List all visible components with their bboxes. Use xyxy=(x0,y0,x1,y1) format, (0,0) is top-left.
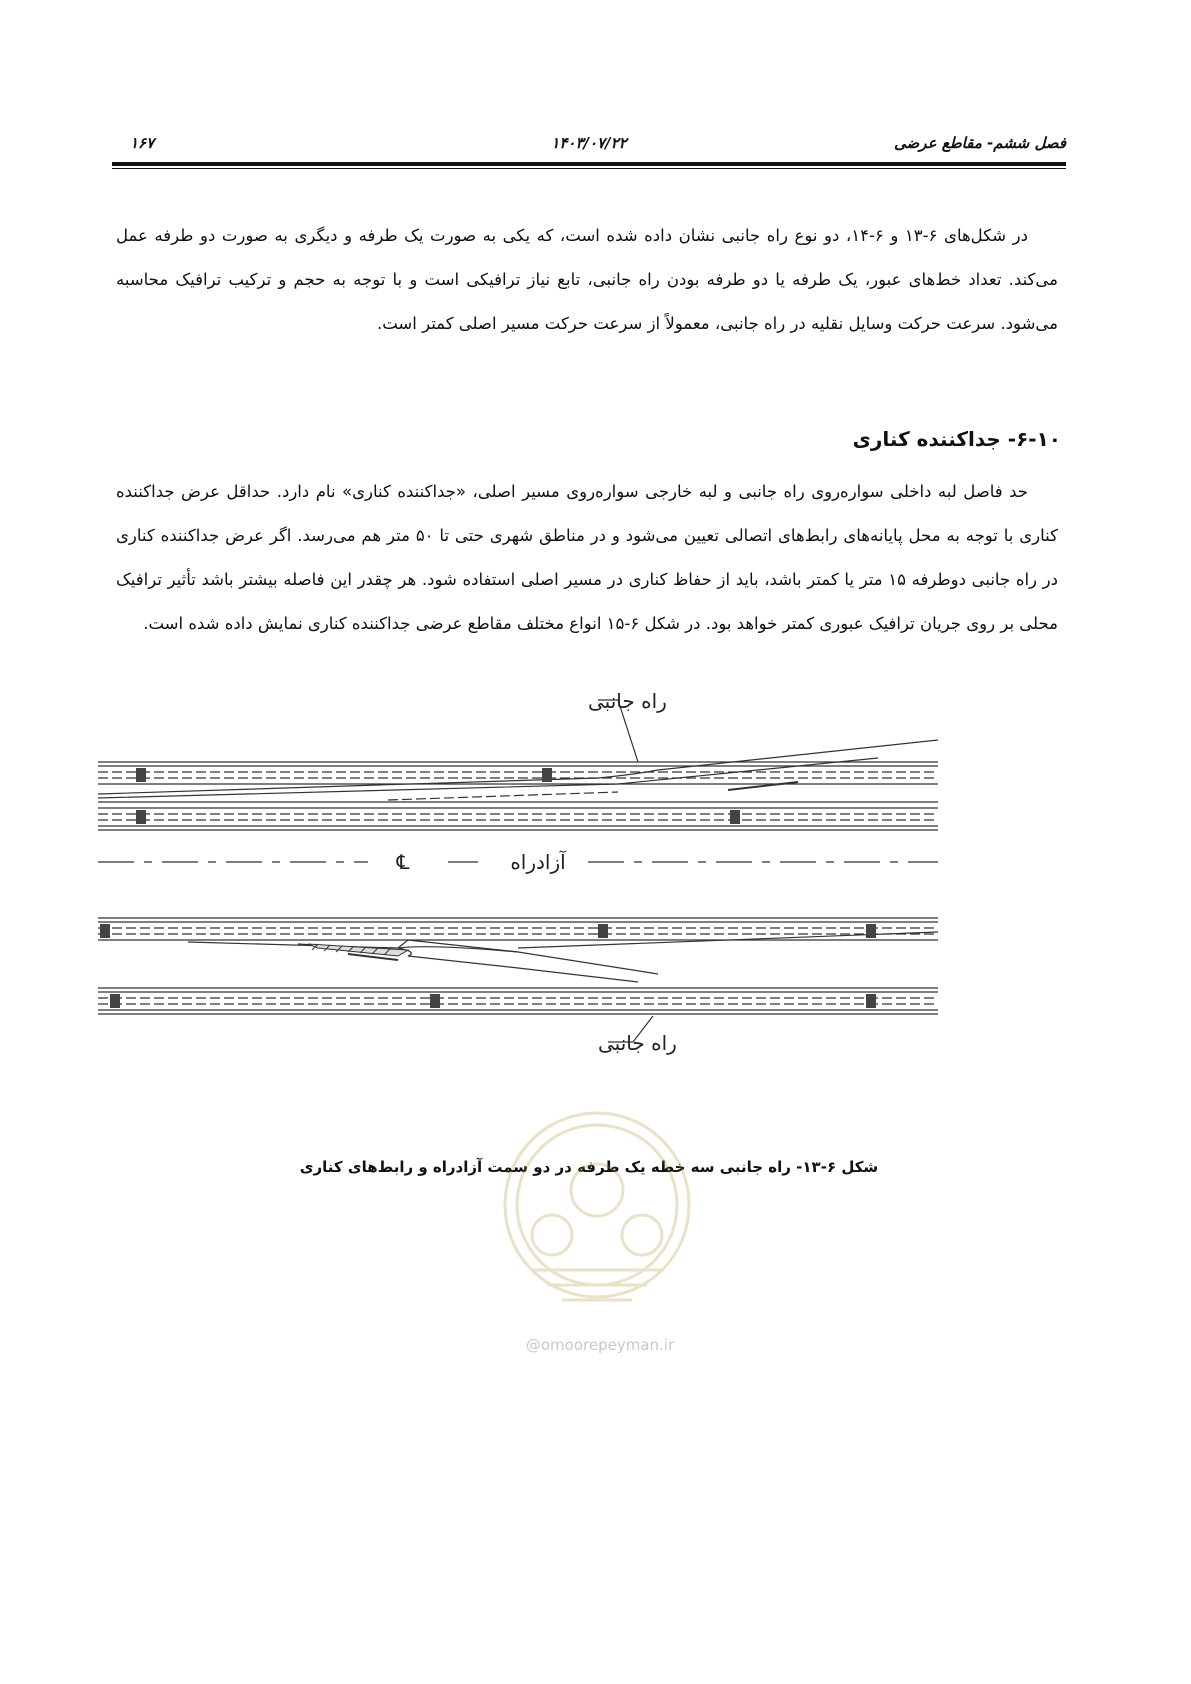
body-paragraph-1 xyxy=(116,214,1058,346)
header-rule-thin xyxy=(112,168,1066,169)
header-rule-thick xyxy=(112,162,1066,166)
chapter-title: فصل ششم- مقاطع عرضی xyxy=(894,134,1066,152)
paragraph-2-text: حد فاصل لبه داخلی سواره‌روی راه جانبی و لبه خارجی سواره‌روی مسیر اصلی، «جداکننده کناری» نام دارد. حداقل عرض جداکننده کناری با توجه به محل پایانه‌های رابط‌های اتصالی تعیین می‌شود و در مناطق شهری حتی تا ۵۰ متر هم می‌رسد. اگر عرض جداکننده کناری در راه جانبی دوطرفه ۱۵ متر یا کمتر باشد، باید از حفاظ کناری در مسیر اصلی استفاده شود. هر چقدر این فاصله بیشتر باشد تأثیر ترافیک محلی بر روی جریان ترافیک عبوری کمتر خواهد بود. در شکل ۶-۱۵ انواع مختلف مقاطع عرضی جداکننده کناری نمایش داده شده است. xyxy=(116,482,1059,633)
figure-label-top: راه جانبی xyxy=(588,689,667,713)
figure-frontage-road-diagram xyxy=(98,689,1018,1144)
page-number: ۱۶۷ xyxy=(130,134,155,152)
watermark-seal xyxy=(492,1095,702,1355)
watermark-site-text: @omoorepeyman.ir xyxy=(525,1336,675,1354)
centerline-symbol: ℄ xyxy=(396,850,410,874)
header-date: ۱۴۰۳/۰۷/۲۲ xyxy=(551,134,627,152)
body-paragraph-2 xyxy=(116,470,1058,646)
figure-caption: شکل ۶-۱۳- راه جانبی سه خطه یک طرفه در دو سمت آزادراه و رابط‌های کناری xyxy=(299,1158,879,1176)
top-ramp-upper xyxy=(98,740,938,794)
page-header xyxy=(112,128,1066,158)
section-heading: ۶-۱۰- جداکننده کناری xyxy=(852,427,1061,451)
bottom-ramp-upper xyxy=(188,942,638,982)
paragraph-1-text: در شکل‌های ۶-۱۳ و ۶-۱۴، دو نوع راه جانبی نشان داده شده است، که یکی به صورت یک طرفه و دیگری به صورت دو طرفه عمل می‌کند. تعداد خط‌های عبور، یک طرفه یا دو طرفه بودن راه جانبی، تابع نیاز ترافیکی است و با توجه به حجم و ترکیب ترافیک محاسبه می‌شود. سرعت حرکت وسایل نقلیه در راه جانبی، معمولاً از سرعت حرکت مسیر اصلی کمتر است. xyxy=(116,226,1058,333)
figure-label-center: آزادراه xyxy=(510,850,566,874)
figure-label-bottom: راه جانبی xyxy=(598,1031,677,1055)
